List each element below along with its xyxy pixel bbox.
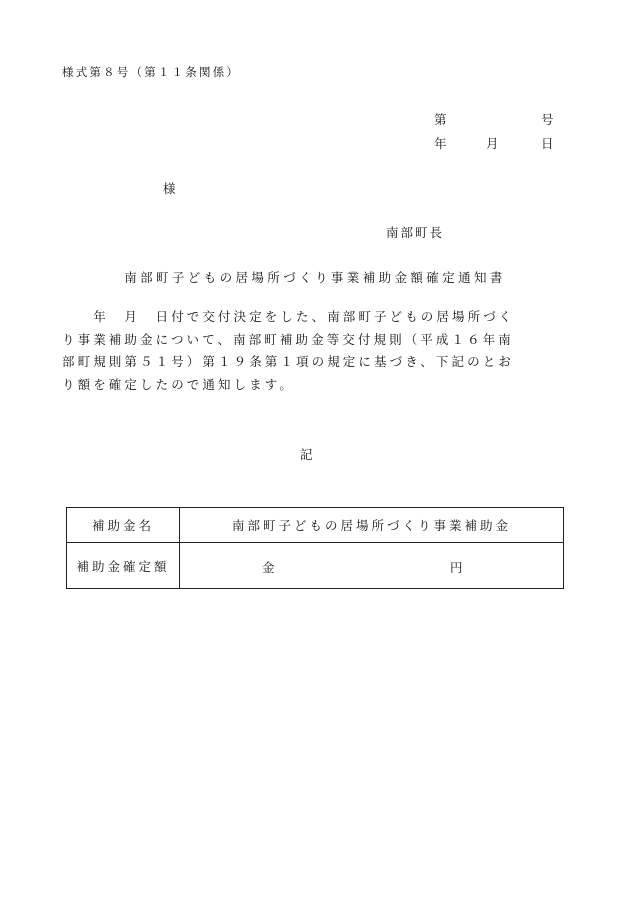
table-row bbox=[67, 543, 564, 589]
amount-prefix: 金 bbox=[262, 560, 275, 575]
table-row bbox=[67, 508, 564, 543]
body-paragraph bbox=[62, 306, 562, 396]
issuer-name: 南部町長 bbox=[386, 225, 445, 240]
subsidy-table bbox=[66, 507, 564, 589]
date-month-label: 月 bbox=[486, 136, 499, 151]
confirmed-amount-field bbox=[180, 543, 564, 589]
date-year-label: 年 bbox=[434, 136, 447, 151]
document-number-suffix: 号 bbox=[541, 112, 554, 127]
date-day-label: 日 bbox=[541, 136, 554, 151]
form-number: 様式第８号（第１１条関係） bbox=[62, 65, 241, 79]
document-title: 南部町子どもの居場所づくり事業補助金額確定通知書 bbox=[124, 270, 506, 285]
body-line: り額を確定したので通知します。 bbox=[62, 376, 296, 392]
confirmed-amount-label: 補助金確定額 bbox=[67, 543, 180, 589]
body-line: り事業補助金について、南部町補助金等交付規則（平成１６年南 bbox=[62, 331, 514, 347]
body-line: 年 月 日付で交付決定をした、南部町子どもの居場所づく bbox=[62, 309, 515, 324]
ki-heading: 記 bbox=[300, 447, 313, 462]
subsidy-name-value: 南部町子どもの居場所づくり事業補助金 bbox=[180, 508, 564, 543]
addressee-honorific: 様 bbox=[163, 181, 176, 196]
subsidy-name-label: 補助金名 bbox=[67, 508, 180, 543]
amount-suffix: 円 bbox=[450, 560, 463, 575]
body-line: 部町規則第５１号）第１９条第１項の規定に基づき、下記のとお bbox=[62, 354, 514, 369]
document-number-prefix: 第 bbox=[434, 112, 447, 127]
